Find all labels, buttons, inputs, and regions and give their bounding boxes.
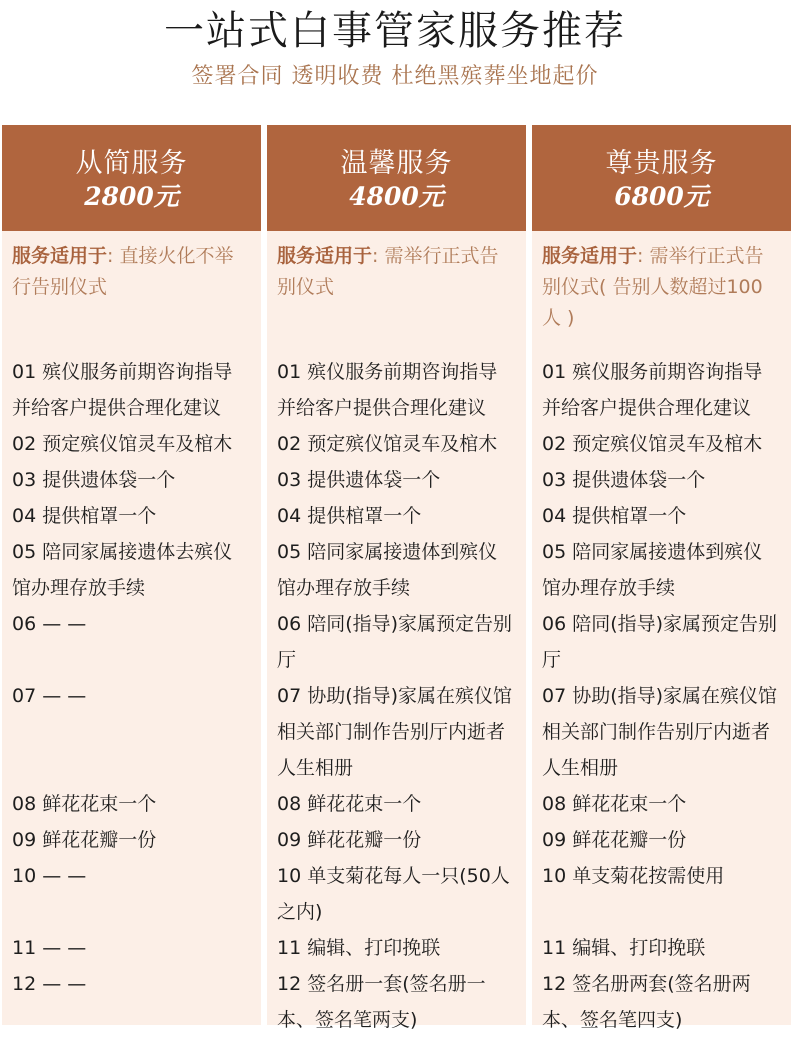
service-item: 04 提供棺罩一个	[542, 505, 687, 527]
service-item: 10 — —	[12, 865, 87, 887]
service-item-list	[277, 354, 516, 1038]
service-item: 10 单支菊花每人一只(50人之内)	[277, 865, 510, 923]
service-item: 02 预定殡仪馆灵车及棺木	[542, 433, 763, 455]
service-item: 05 陪同家属接遗体到殡仪馆办理存放手续	[277, 541, 498, 599]
page-title: 一站式白事管家服务推荐	[164, 8, 626, 54]
service-item: 08 鲜花花束一个	[277, 793, 422, 815]
plan-header	[2, 125, 261, 231]
service-item: 11 编辑、打印挽联	[277, 937, 441, 959]
service-item: 07 协助(指导)家属在殡仪馆相关部门制作告别厅内逝者人生相册	[277, 685, 513, 779]
service-item: 07 — —	[12, 685, 87, 707]
service-item: 04 提供棺罩一个	[12, 505, 157, 527]
scope-text: : 需举行正式告别仪式( 告别人数超过100人 )	[542, 245, 764, 329]
plan-name: 从简服务	[75, 148, 188, 179]
plan-column-basic	[2, 125, 261, 1025]
plan-column-warm	[267, 125, 526, 1031]
plan-price: 2800元	[84, 182, 179, 211]
service-item: 05 陪同家属接遗体到殡仪馆办理存放手续	[542, 541, 763, 599]
plan-body	[2, 231, 261, 1002]
scope-label: 服务适用于	[277, 245, 373, 267]
plan-price: 6800元	[614, 182, 709, 211]
scope-label: 服务适用于	[542, 245, 638, 267]
service-item: 09 鲜花花瓣一份	[12, 829, 157, 851]
service-item: 03 提供遗体袋一个	[277, 469, 441, 491]
service-item: 10 单支菊花按需使用	[542, 865, 725, 887]
service-item: 06 陪同(指导)家属预定告别厅	[277, 613, 513, 671]
service-item: 12 签名册一套(签名册一本、签名笔两支)	[277, 973, 486, 1031]
service-item: 09 鲜花花瓣一份	[277, 829, 422, 851]
plan-scope	[12, 241, 251, 354]
plan-header	[267, 125, 526, 231]
service-item: 12 — —	[12, 973, 87, 995]
scope-text: : 直接火化不举行告别仪式	[12, 245, 234, 298]
plan-scope	[277, 241, 516, 354]
service-item: 03 提供遗体袋一个	[12, 469, 176, 491]
service-item: 11 编辑、打印挽联	[542, 937, 706, 959]
scope-text: : 需举行正式告别仪式	[277, 245, 499, 298]
service-item: 08 鲜花花束一个	[12, 793, 157, 815]
page-subtitle: 签署合同 透明收费 杜绝黑殡葬坐地起价	[191, 64, 599, 89]
scope-label: 服务适用于	[12, 245, 108, 267]
service-item-list	[542, 354, 781, 1038]
service-item: 01 殡仪服务前期咨询指导并给客户提供合理化建议	[277, 361, 498, 419]
plan-column-premium	[532, 125, 791, 1031]
service-item: 03 提供遗体袋一个	[542, 469, 706, 491]
plan-name: 温馨服务	[340, 148, 453, 179]
service-item: 02 预定殡仪馆灵车及棺木	[12, 433, 233, 455]
service-item: 04 提供棺罩一个	[277, 505, 422, 527]
plan-body	[532, 231, 791, 1038]
service-item: 06 — —	[12, 613, 87, 635]
service-item: 09 鲜花花瓣一份	[542, 829, 687, 851]
service-item: 08 鲜花花束一个	[542, 793, 687, 815]
service-item: 11 — —	[12, 937, 87, 959]
service-item: 12 签名册两套(签名册两本、签名笔四支)	[542, 973, 751, 1031]
plan-header	[532, 125, 791, 231]
service-item: 02 预定殡仪馆灵车及棺木	[277, 433, 498, 455]
service-item: 01 殡仪服务前期咨询指导并给客户提供合理化建议	[542, 361, 763, 419]
plan-body	[267, 231, 526, 1038]
service-item: 01 殡仪服务前期咨询指导并给客户提供合理化建议	[12, 361, 233, 419]
plan-name: 尊贵服务	[605, 148, 718, 179]
service-item: 06 陪同(指导)家属预定告别厅	[542, 613, 778, 671]
plan-price: 4800元	[349, 182, 444, 211]
service-item: 05 陪同家属接遗体去殡仪馆办理存放手续	[12, 541, 233, 599]
plan-scope	[542, 241, 781, 354]
service-item-list	[12, 354, 251, 1002]
service-item: 07 协助(指导)家属在殡仪馆相关部门制作告别厅内逝者人生相册	[542, 685, 778, 779]
